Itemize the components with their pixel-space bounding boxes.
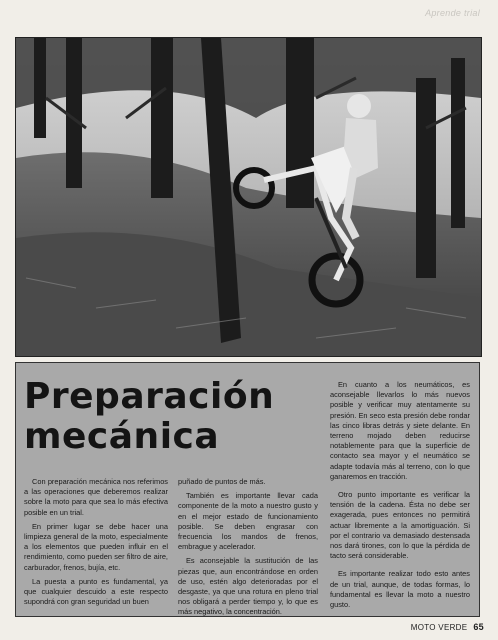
paragraph: Otro punto importante es verificar la tensión de la cadena. Ésta no debe ser exagerada, pues entonces no permitirá actuar libremente a la amortiguación. Si por el contrario va demasiado destensada nos dará tirones, con lo que la pérdida de tacto será considerable.	[330, 490, 470, 561]
title-line-2: mecánica	[24, 416, 220, 457]
paragraph: La puesta a punto es fundamental, ya que cualquier descuido a este respecto supondrá con gran seguridad un buen	[24, 576, 168, 607]
running-head: Aprende trial	[425, 8, 480, 18]
text-column-3	[330, 380, 470, 614]
page-footer	[411, 622, 484, 632]
page-number: 65	[473, 622, 484, 632]
text-column-2	[178, 477, 318, 622]
paragraph: Es importante realizar todo esto antes de un trial, aunque, de todas formas, lo fundamental es llevar la moto a nuestro gusto.	[330, 569, 470, 610]
magazine-name: MOTO VERDE	[410, 623, 468, 632]
title-line-1: Preparación	[24, 376, 275, 417]
paragraph: Con preparación mecánica nos referimos a las operaciones que deberemos realizar sobre la moto para que sea lo más efectiva posible en un trial.	[24, 477, 168, 517]
paragraph: puñado de puntos de más.	[178, 477, 266, 486]
article-photo	[15, 37, 482, 357]
article-title	[24, 377, 324, 457]
paragraph: En primer lugar se debe hacer una limpieza general de la moto, especialmente a los elementos que pueden influir en el rendimiento, como pueden ser filtro de aire, carburador, frenos, bujía, etc.	[24, 521, 168, 572]
paragraph: Es aconsejable la sustitución de las piezas que, aun encontrándose en orden de uso, estén algo deterioradas por el desgaste, ya que una rotura en pleno trial nos obligará a perder tiempo y, lo que es más negativo, la concentración.	[178, 556, 318, 617]
paragraph: En cuanto a los neumáticos, es aconsejable llevarlos lo más nuevos posible y verificar muy atentamente su presión. En seco esta presión debe rondar las cinco libras detrás y siete delante. En terreno mojado deben reducirse notablemente para que la superficie de contacto sea mayor y el neumático se adapte todavía más al terreno, con lo que ganaremos en tracción.	[330, 380, 470, 481]
trial-rider-photo	[16, 38, 481, 356]
text-column-1	[24, 477, 168, 611]
paragraph: También es importante llevar cada componente de la moto a nuestro gusto y en el mejor estado de funcionamiento posible. Se deben engrasar con frecuencia los mandos de frenos, embrague y acelerador.	[178, 491, 318, 552]
